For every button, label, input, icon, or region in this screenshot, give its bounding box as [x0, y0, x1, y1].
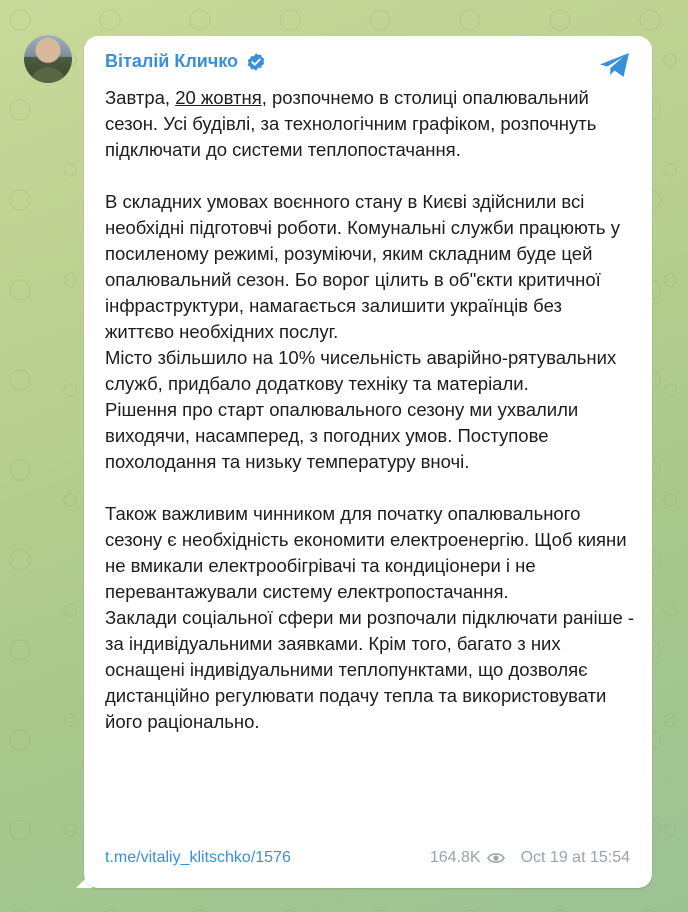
view-count: 164.8K: [429, 849, 481, 866]
channel-avatar[interactable]: [24, 35, 72, 83]
paragraph-gap: [105, 475, 635, 501]
post-text: [105, 85, 635, 735]
message-footer: [105, 849, 630, 867]
post-paragraph: Місто збільшило на 10% чисельність аварійно-рятувальних служб, придбало додаткову техніку та матеріали.: [105, 347, 617, 394]
avatar-figure: [30, 67, 66, 83]
message-card: [84, 36, 652, 888]
paragraph-gap: [105, 163, 635, 189]
date-mention: 20 жовтня: [175, 87, 262, 108]
telegram-send-icon[interactable]: [598, 51, 632, 79]
channel-name[interactable]: Віталій Кличко: [105, 51, 239, 71]
post-paragraph: В складних умовах воєнного стану в Києві здійснили всі необхідні підготовчі роботи. Комунальні служби працюють у посиленому режимі, розуміючи, яким складним буде цей опалювальний сезон. Бо ворог цілить в об"єкти критичної інфраструктури, намагається залишити українців без життєво необхідних послуг.: [105, 191, 620, 342]
verified-badge-icon: [246, 52, 266, 72]
post-timestamp: Oct 19 at 15:54: [520, 849, 630, 866]
eye-icon: [487, 852, 505, 864]
post-meta: [430, 849, 630, 867]
message-header: [105, 51, 266, 72]
post-paragraph: Рішення про старт опалювального сезону ми ухвалили виходячи, насамперед, з погодних умов. Поступове похолодання та низьку температуру вночі.: [105, 399, 579, 472]
post-paragraph: Заклади соціальної сфери ми розпочали підключати раніше - за індивідуальними заявками. Крім того, багато з них оснащені індивідуальними теплопунктами, що дозволяє дистанційно регулювати подачу тепла та використовувати його раціонально.: [105, 607, 635, 732]
post-paragraph: Завтра, 20 жовтня, розпочнемо в столиці опалювальний сезон. Усі будівлі, за технологічним графіком, розпочнуть підключати до системи теплопостачання.: [105, 87, 597, 160]
post-paragraph: Також важливим чинником для початку опалювального сезону є необхідність економити електроенергію. Щоб кияни не вмикали електрообігрівачі та кондиціонери і не перевантажували систему електропостачання.: [105, 503, 627, 602]
post-link[interactable]: t.me/vitaliy_klitschko/1576: [105, 849, 291, 866]
